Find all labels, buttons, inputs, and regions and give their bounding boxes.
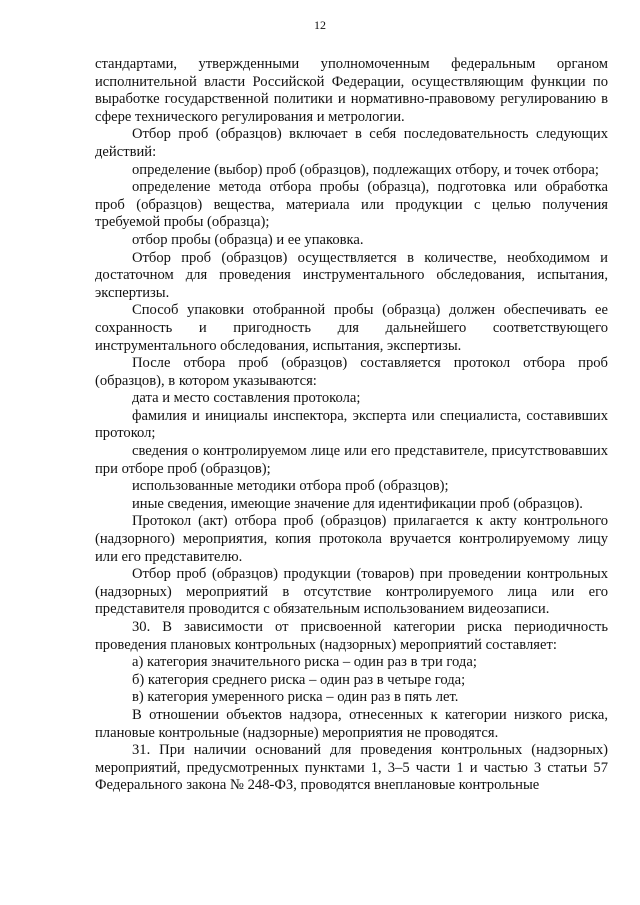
paragraph: иные сведения, имеющие значение для идентификации проб (образцов). [132,495,583,512]
paragraph: 31. При наличии оснований для проведения контрольных (надзорных) мероприятий, предусмотренных пунктами 1, 3–5 части 1 и частью 3 статьи 57 Федерального закона № 248-ФЗ, проводятся внеплановые контрольные [95,742,608,794]
paragraph: Отбор проб (образцов) осуществляется в количестве, необходимом и достаточном для проведения инструментального обследования, испытания, экспертизы. [95,249,608,301]
paragraph: б) категория среднего риска – один раз в четыре года; [132,671,466,688]
paragraph: 30. В зависимости от присвоенной категории риска периодичность проведения плановых контрольных (надзорных) мероприятий составляет: [95,619,608,653]
paragraph: Протокол (акт) отбора проб (образцов) прилагается к акту контрольного (надзорного) мероприятия, копия протокола вручается контролируемому лицу или его представителю. [95,513,608,565]
paragraph: использованные методики отбора проб (образцов); [132,478,449,495]
paragraph: Способ упаковки отобранной пробы (образца) должен обеспечивать ее сохранность и пригодность для дальнейшего соответствующего инструментального обследования, испытания, экспертизы. [95,302,608,354]
paragraph: отбор пробы (образца) и ее упаковка. [132,231,364,248]
document-body [95,56,608,795]
paragraph: дата и место составления протокола; [132,390,361,407]
paragraph: в) категория умеренного риска – один раз в пять лет. [132,689,459,706]
paragraph: сведения о контролируемом лице или его представителе, присутствовавших при отборе проб (образцов); [95,443,608,477]
paragraph: После отбора проб (образцов) составляется протокол отбора проб (образцов), в котором указываются: [95,355,608,389]
paragraph: Отбор проб (образцов) включает в себя последовательность следующих действий: [95,126,608,160]
paragraph: В отношении объектов надзора, отнесенных к категории низкого риска, плановые контрольные (надзорные) мероприятия не проводятся. [95,706,608,741]
paragraph: определение метода отбора пробы (образца), подготовка или обработка проб (образцов) вещества, материала или продукции с целью получения требуемой пробы (образца); [95,179,608,231]
paragraph: определение (выбор) проб (образцов), подлежащих отбору, и точек отбора; [132,161,599,178]
paragraph: фамилия и инициалы инспектора, эксперта или специалиста, составивших протокол; [95,407,608,442]
paragraph: стандартами, утвержденными уполномоченным федеральным органом исполнительной власти Российской Федерации, осуществляющим функции по выработке государственной политики и нормативно-правовому регулированию в сфере технического регулирования и метрологии. [95,56,608,125]
page-number: 12 [314,18,326,32]
paragraph: Отбор проб (образцов) продукции (товаров) при проведении контрольных (надзорных) мероприятий в отсутствие контролируемого лица или его представителя проводится с обязательным использованием видеозаписи. [95,566,608,618]
paragraph: а) категория значительного риска – один раз в три года; [132,654,477,671]
